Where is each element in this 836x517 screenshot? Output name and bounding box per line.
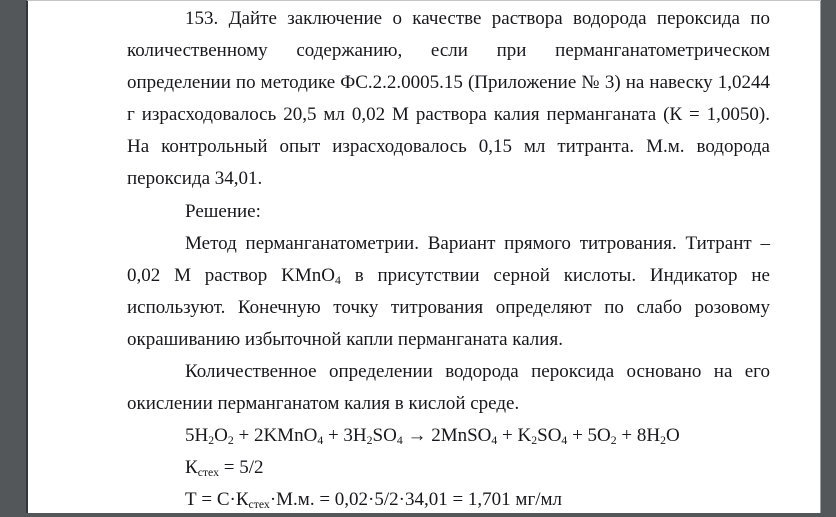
subscript: 2 [227,434,234,448]
problem-line-2: количественному содержанию, если при перманганатометрическом [127,40,770,62]
subscript: 2 [531,434,538,448]
solution-line-6: окислении перманганатом калия в кислой среде. [127,393,520,415]
problem-line-1: 153. Дайте заключение о качестве раствора водорода пероксида по [185,8,770,29]
subscript: стех [197,466,220,480]
solution-line-2: 0,02 М раствор KMnO$_4$ в присутствии серной кислоты. Индикатор не [127,264,770,287]
subscript: 4 [334,273,341,287]
solution-line-5: Количественное определении водорода пероксида основано на его [185,361,770,383]
problem-line-5: На контрольный опыт израсходовалось 0,15 мл титранта. М.м. водорода [127,136,770,158]
problem-line-6: пероксида 34,01. [127,168,263,190]
subscript: 4 [396,434,403,448]
reaction-equation: $5H_2O_2$ + 2KMnO$_4$ + $3H_2SO_4$ → 2MnSO$_4$ + $K_2SO_4 + 5O_2 + 8H_2O$ [185,425,680,448]
subscript: 2 [208,434,215,448]
problem-line-3: определении по методике ФС.2.2.0005.15 (Приложение № 3) на навеску 1,0244 [127,72,770,94]
subscript: 2 [610,434,617,448]
subscript: 2 [366,434,373,448]
titer-equation: $Т = С\cdot К_{стех}\cdot М.м$. = 0,02·5/2·34,01 = 1,701 мг/мл [185,489,563,512]
document-page [26,0,821,513]
subscript: стех [248,498,270,512]
document-body [127,3,770,517]
viewer-backdrop-right [821,0,836,513]
solution-line-3: используют. Конечную точку титрования определяют по слабо розовому [127,296,770,318]
problem-line-4: г израсходовалось 20,5 мл 0,02 М раствора калия перманганата (К = 1,0050). [127,104,770,126]
subscript: 2 [660,434,666,448]
solution-heading: Решение: [185,200,261,222]
solution-line-4: окрашиванию избыточной капли перманганата калия. [127,328,563,350]
solution-line-1: Метод перманганатометрии. Вариант прямого титрования. Титрант – [185,232,770,254]
subscript: 4 [491,434,498,448]
k-stech-equation: $К_{стех} = 5/2$ [185,457,264,480]
subscript: 4 [317,434,324,448]
viewer-backdrop-left [0,0,26,513]
subscript: 4 [561,434,568,448]
